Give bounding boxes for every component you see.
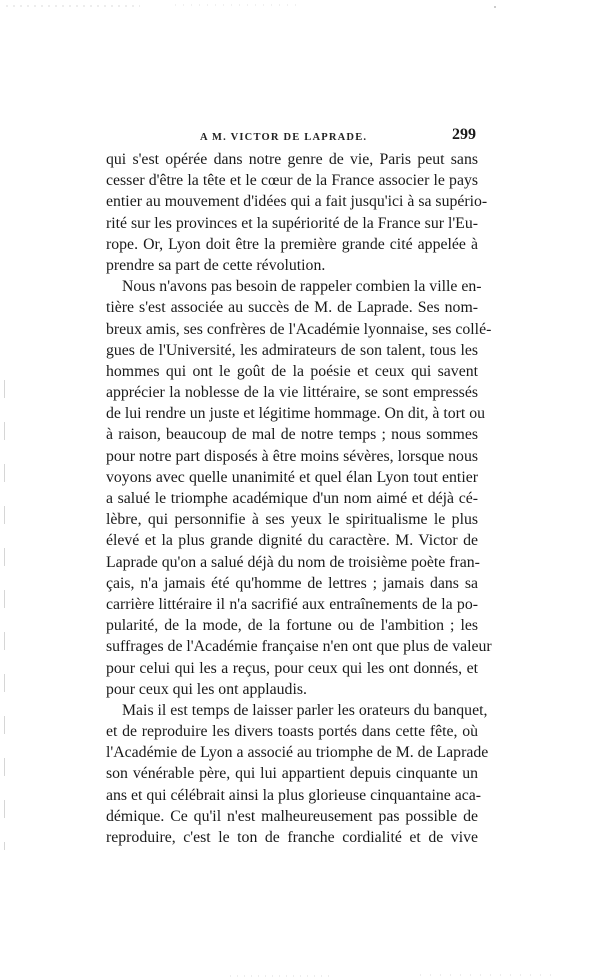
text-line: a salué le triomphe académique d'un nom aimé et déjà cé- [106,490,478,507]
text-line: rope. Or, Lyon doit être la première grande cité appelée à [106,235,478,253]
text-line: tière s'est associée au succès de M. de Laprade. Ses nom- [106,299,478,317]
text-line: rité sur les provinces et la supériorité de la France sur l'Eu- [106,214,478,232]
scan-speckles-top [0,0,600,14]
text-line: pour ceux qui les ont applaudis. [106,680,307,698]
text-line: voyons avec quelle unanimité et quel élan Lyon tout entier [106,468,478,486]
text-line: breux amis, ses confrères de l'Académie lyonnaise, ses collé- [106,320,492,338]
text-line: reproduire, c'est le ton de franche cordialité et de vive [106,829,478,846]
text-line: Nous n'avons pas besoin de rappeler combien la ville en- [122,278,482,296]
text-line: pularité, de la mode, de la fortune ou de l'ambition ; les [106,617,478,635]
text-line: entier au mouvement d'idées qui a fait jusqu'ici à sa supério- [106,193,488,211]
text-line: qui s'est opérée dans notre genre de vie, Paris peut sans [106,151,478,168]
text-line: Mais il est temps de laisser parler les orateurs du banquet, [122,701,488,719]
text-line: gues de l'Université, les admirateurs de son talent, tous les [106,341,478,359]
text-line: pour notre part disposés à être moins sévères, lorsque nous [106,447,478,465]
text-line: pour celui qui les a reçus, pour ceux qui les ont donnés, et [106,659,478,677]
text-line: ans et qui célébrait ainsi la plus glorieuse cinquantaine aca- [106,786,482,804]
text-line: cesser d'être la tête et le cœur de la France associer le pays [106,172,478,190]
text-line: lèbre, qui personnifie à ses yeux le spiritualisme le plus [106,511,478,529]
text-line: carrière littéraire il n'a sacrifié aux entraînements de la po- [106,595,478,613]
scan-speckles-bottom [0,971,600,979]
text-line: et de reproduire les divers toasts portés dans cette fête, où [106,723,478,741]
text-line: Laprade qu'on a salué déjà du nom de troisième poète fran- [106,553,480,571]
text-line: prendre sa part de cette révolution. [106,256,326,274]
body-text [106,149,492,848]
text-line: çais, n'a jamais été qu'homme de lettres ; jamais dans sa [106,574,478,592]
text-line: démique. Ce qu'il n'est malheureusement pas possible de [106,807,478,825]
running-header-title: A M. VICTOR DE LAPRADE. [200,132,368,143]
text-line: l'Académie de Lyon a associé au triomphe de M. de Laprade [106,744,489,762]
text-line: son vénérable père, qui lui appartient depuis cinquante un [106,765,478,783]
text-line: apprécier la noblesse de la vie littéraire, se sont empressés [106,384,478,402]
text-line: suffrages de l'Académie française n'en ont que plus de valeur [106,638,492,656]
text-line: de lui rendre un juste et légitime hommage. On dit, à tort ou [106,405,486,423]
page-number: 299 [452,126,476,143]
text-line: élevé et la plus grande dignité du caractère. M. Victor de [106,532,478,550]
text-line: à raison, beaucoup de mal de notre temps ; nous sommes [106,426,478,444]
running-header [108,124,476,148]
scan-margin-artifact [4,380,5,850]
text-line: hommes qui ont le goût de la poésie et ceux qui savent [106,362,478,380]
